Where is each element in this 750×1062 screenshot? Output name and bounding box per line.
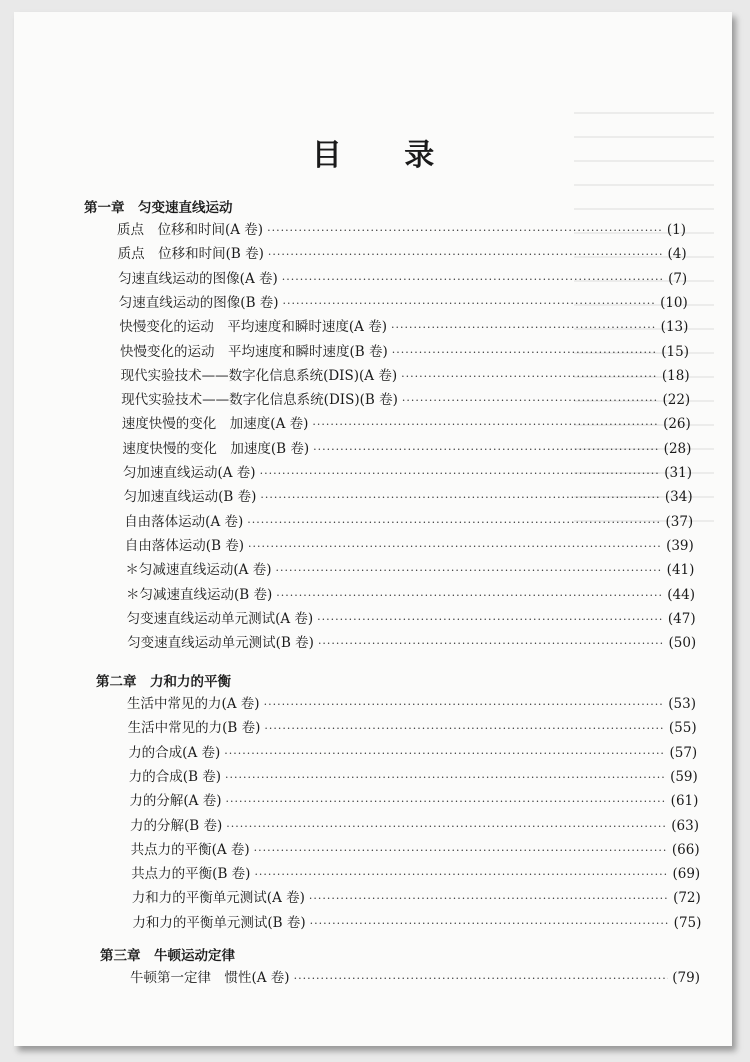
toc-entry	[119, 291, 688, 311]
chapter-heading: 第三章 牛顿运动定律	[100, 948, 235, 964]
page-title: 目 录	[311, 138, 461, 173]
toc-entry-title: 快慢变化的运动 平均速度和瞬时速度(B 卷)	[120, 343, 388, 360]
dot-leader	[402, 394, 659, 407]
toc-entry-title: 匀加速直线运动(B 卷)	[123, 489, 257, 506]
toc-page-number: (50)	[668, 635, 697, 652]
toc-entry	[125, 534, 694, 554]
dot-leader	[260, 491, 661, 504]
toc-entry-title: 质点 位移和时间(B 卷)	[117, 246, 264, 263]
toc-entry	[127, 631, 696, 651]
dot-leader	[282, 273, 664, 286]
toc-page-number: (47)	[667, 610, 696, 627]
dot-leader	[264, 722, 665, 735]
toc-page-number: (7)	[668, 270, 688, 287]
toc-entry	[124, 510, 693, 530]
toc-entry-title: 自由落体运动(B 卷)	[124, 537, 245, 554]
toc-entry	[128, 741, 697, 761]
toc-entry-title: 生活中常见的力(A 卷)	[127, 696, 260, 712]
toc-entry	[131, 862, 700, 882]
toc-page-number: (72)	[673, 890, 701, 907]
dot-leader	[247, 516, 661, 529]
toc-page-number: (13)	[660, 319, 689, 336]
toc-entry-title: ＊匀减速直线运动(A 卷)	[125, 562, 272, 579]
toc-entry	[129, 765, 698, 785]
toc-entry-title: 力的合成(B 卷)	[128, 768, 222, 785]
toc-page-number: (75)	[673, 914, 702, 931]
toc-entry-title: 力和力的平衡单元测试(A 卷)	[131, 890, 305, 907]
toc-entry-title: ＊匀减速直线运动(B 卷)	[126, 586, 273, 603]
toc-entry	[124, 485, 693, 505]
toc-entry	[121, 364, 690, 384]
toc-entry	[127, 692, 696, 712]
toc-page-number: (39)	[666, 537, 694, 554]
toc-entry	[131, 838, 700, 858]
chapter-heading: 第一章 匀变速直线运动	[84, 200, 233, 216]
dot-leader	[225, 795, 666, 808]
dot-leader	[224, 747, 665, 760]
toc-entry	[126, 583, 695, 603]
toc-page-number: (18)	[661, 367, 690, 384]
toc-page-number: (66)	[671, 841, 700, 858]
toc-entry	[119, 315, 688, 335]
toc-page-number: (28)	[663, 440, 692, 457]
toc-entry	[123, 461, 692, 481]
toc-page-number: (26)	[663, 416, 691, 433]
dot-leader	[392, 346, 658, 359]
toc-entry-title: 力的分解(A 卷)	[129, 793, 222, 810]
toc-entry-title: 匀变速直线运动单元测试(B 卷)	[127, 635, 314, 652]
dot-leader	[276, 589, 663, 602]
toc-entry-title: 共点力的平衡(B 卷)	[131, 866, 251, 883]
dot-leader	[226, 820, 667, 833]
toc-entry-title: 共点力的平衡(A 卷)	[130, 841, 250, 858]
toc-entry-title: 现代实验技术——数字化信息系统(DIS)(A 卷)	[120, 367, 398, 384]
toc-entry-title: 匀加速直线运动(A 卷)	[123, 465, 256, 481]
dot-leader	[225, 771, 666, 784]
toc-entry	[127, 607, 696, 627]
dot-leader	[294, 972, 669, 985]
toc-entry-title: 快慢变化的运动 平均速度和瞬时速度(A 卷)	[119, 319, 387, 336]
toc-page-number: (63)	[671, 817, 699, 834]
toc-page-number: (1)	[666, 222, 686, 238]
toc-entry	[118, 242, 687, 262]
dot-leader	[401, 370, 658, 383]
dot-leader	[310, 917, 670, 930]
dot-leader	[317, 613, 664, 626]
toc-page-number: (59)	[670, 768, 698, 785]
toc-entry-title: 牛顿第一定律 惯性(A 卷)	[130, 970, 290, 986]
dot-leader	[254, 844, 668, 857]
toc-entry-title: 匀速直线运动的图像(A 卷)	[118, 270, 278, 287]
toc-entry	[130, 814, 699, 834]
dot-leader	[267, 224, 663, 237]
document-page	[14, 12, 732, 1046]
toc-page-number: (4)	[667, 246, 687, 263]
toc-entry-title: 匀变速直线运动单元测试(A 卷)	[126, 610, 314, 627]
toc-entry-title: 匀速直线运动的图像(B 卷)	[118, 294, 279, 311]
toc-entry	[130, 966, 700, 986]
toc-entry	[122, 437, 691, 457]
toc-page-number: (34)	[664, 489, 693, 506]
dot-leader	[283, 297, 657, 310]
toc-entry-title: 力的合成(A 卷)	[128, 744, 221, 761]
dot-leader	[318, 637, 665, 650]
toc-entry	[129, 789, 698, 809]
toc-entry-title: 自由落体运动(A 卷)	[124, 513, 244, 530]
toc-page-number: (22)	[662, 392, 691, 409]
toc-page-number: (55)	[668, 720, 697, 737]
toc-entry-title: 速度快慢的变化 加速度(A 卷)	[121, 416, 309, 433]
dot-leader	[268, 248, 664, 261]
toc-entry	[125, 558, 694, 578]
toc-entry	[120, 340, 689, 360]
toc-page-number: (44)	[667, 586, 695, 603]
toc-entry-title: 力的分解(B 卷)	[130, 817, 223, 834]
toc-page-number: (41)	[666, 562, 695, 579]
dot-leader	[309, 892, 669, 905]
toc-page-number: (79)	[672, 970, 700, 986]
toc-entry-title: 现代实验技术——数字化信息系统(DIS)(B 卷)	[121, 392, 398, 409]
dot-leader	[313, 443, 660, 456]
dot-leader	[391, 321, 657, 334]
toc-page-number: (31)	[664, 465, 692, 481]
toc-page-number: (61)	[670, 793, 699, 810]
toc-entry-title: 生活中常见的力(B 卷)	[127, 720, 261, 737]
toc-entry	[132, 911, 701, 931]
dot-leader	[248, 540, 662, 553]
toc-entry	[132, 886, 701, 906]
toc-page-number: (15)	[661, 343, 689, 360]
toc-page-number: (69)	[672, 866, 701, 883]
toc-entry-title: 质点 位移和时间(A 卷)	[117, 222, 264, 238]
toc-entry	[121, 388, 690, 408]
chapter-heading: 第二章 力和力的平衡	[96, 674, 231, 690]
dot-leader	[254, 868, 668, 881]
toc-entry-title: 速度快慢的变化 加速度(B 卷)	[122, 440, 310, 457]
toc-entry	[117, 218, 686, 238]
toc-page-number: (37)	[665, 513, 694, 530]
dot-leader	[275, 564, 662, 577]
toc-entry	[128, 716, 697, 736]
dot-leader	[264, 698, 665, 711]
table-of-contents	[14, 12, 732, 1046]
toc-page-number: (10)	[660, 294, 688, 311]
dot-leader	[260, 467, 661, 480]
toc-page-number: (57)	[669, 744, 698, 761]
toc-entry	[122, 412, 691, 432]
toc-entry	[118, 267, 687, 287]
toc-entry-title: 力和力的平衡单元测试(B 卷)	[132, 914, 306, 931]
toc-page-number: (53)	[668, 696, 696, 712]
dot-leader	[312, 418, 659, 431]
